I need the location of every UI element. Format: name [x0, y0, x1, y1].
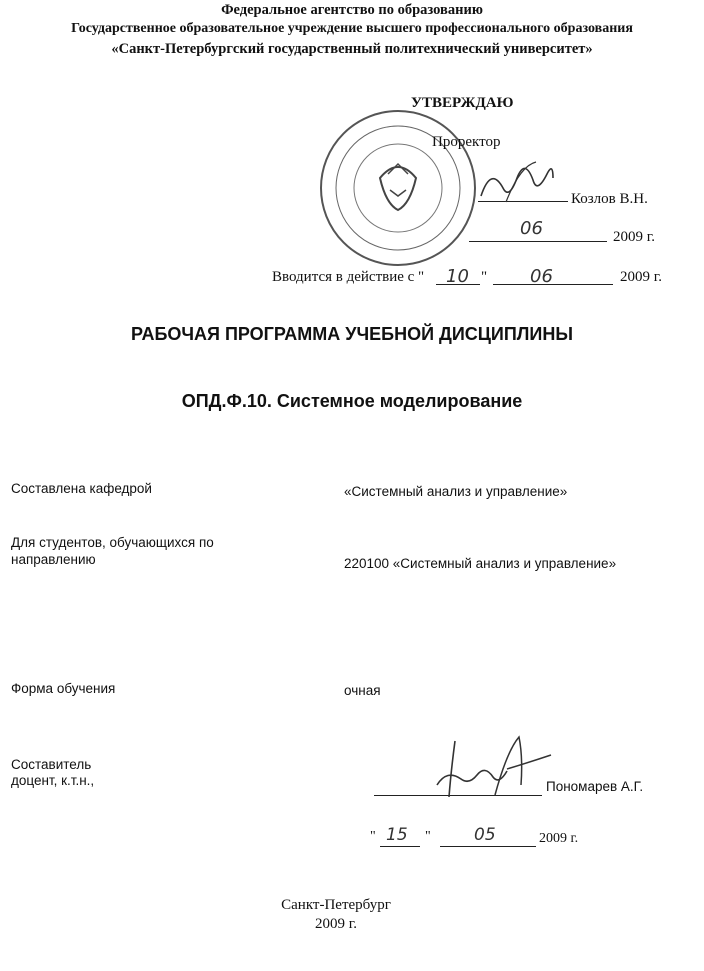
effective-label: Вводится в действие с ": [272, 269, 425, 285]
agency-line: Федеральное агентство по образованию: [221, 2, 483, 18]
effective-day: 10: [446, 266, 469, 287]
students-label-1: Для студентов, обучающихся по: [11, 535, 214, 550]
university-seal: [318, 108, 478, 268]
students-label-2: направлению: [11, 552, 96, 567]
author-label-2: доцент, к.т.н.,: [11, 773, 95, 788]
approval-signer: Козлов В.Н.: [571, 191, 648, 207]
approval-title: УТВЕРЖДАЮ: [411, 95, 514, 111]
department-label: Составлена кафедрой: [11, 481, 152, 496]
author-name: Пономарев А.Г.: [546, 779, 644, 794]
author-date-quote-close: ": [425, 829, 431, 844]
form-label: Форма обучения: [11, 681, 116, 696]
university-line: «Санкт-Петербургский государственный политехнический университет»: [111, 41, 593, 57]
institution-line: Государственное образовательное учреждение высшего профессионального образования: [71, 21, 633, 36]
effective-year: 2009 г.: [620, 269, 662, 285]
author-date-day: 15: [386, 825, 408, 845]
effective-month-line: [493, 284, 613, 285]
program-title: РАБОЧАЯ ПРОГРАММА УЧЕБНОЙ ДИСЦИПЛИНЫ: [131, 324, 573, 344]
rector-signature: [476, 158, 556, 203]
effective-quote: ": [481, 269, 488, 285]
author-date-quote-open: ": [370, 829, 376, 844]
footer-city: Санкт-Петербург: [281, 897, 391, 913]
author-day-line: [380, 846, 420, 847]
discipline-title: ОПД.Ф.10. Системное моделирование: [181, 391, 523, 411]
approval-role: Проректор: [432, 134, 501, 150]
author-date-year: 2009 г.: [539, 831, 579, 846]
author-date-month: 05: [474, 825, 496, 845]
footer-year: 2009 г.: [315, 916, 357, 932]
author-label-1: Составитель: [11, 757, 92, 772]
approval-date-line: [469, 241, 607, 242]
approval-date-month: 06: [520, 218, 543, 239]
author-signature: [425, 733, 555, 803]
students-value: 220100 «Системный анализ и управление»: [344, 556, 617, 571]
approval-date-year: 2009 г.: [613, 229, 655, 245]
department-value: «Системный анализ и управление»: [344, 484, 568, 499]
effective-month: 06: [530, 266, 553, 287]
author-month-line: [440, 846, 536, 847]
form-value: очная: [344, 683, 381, 698]
